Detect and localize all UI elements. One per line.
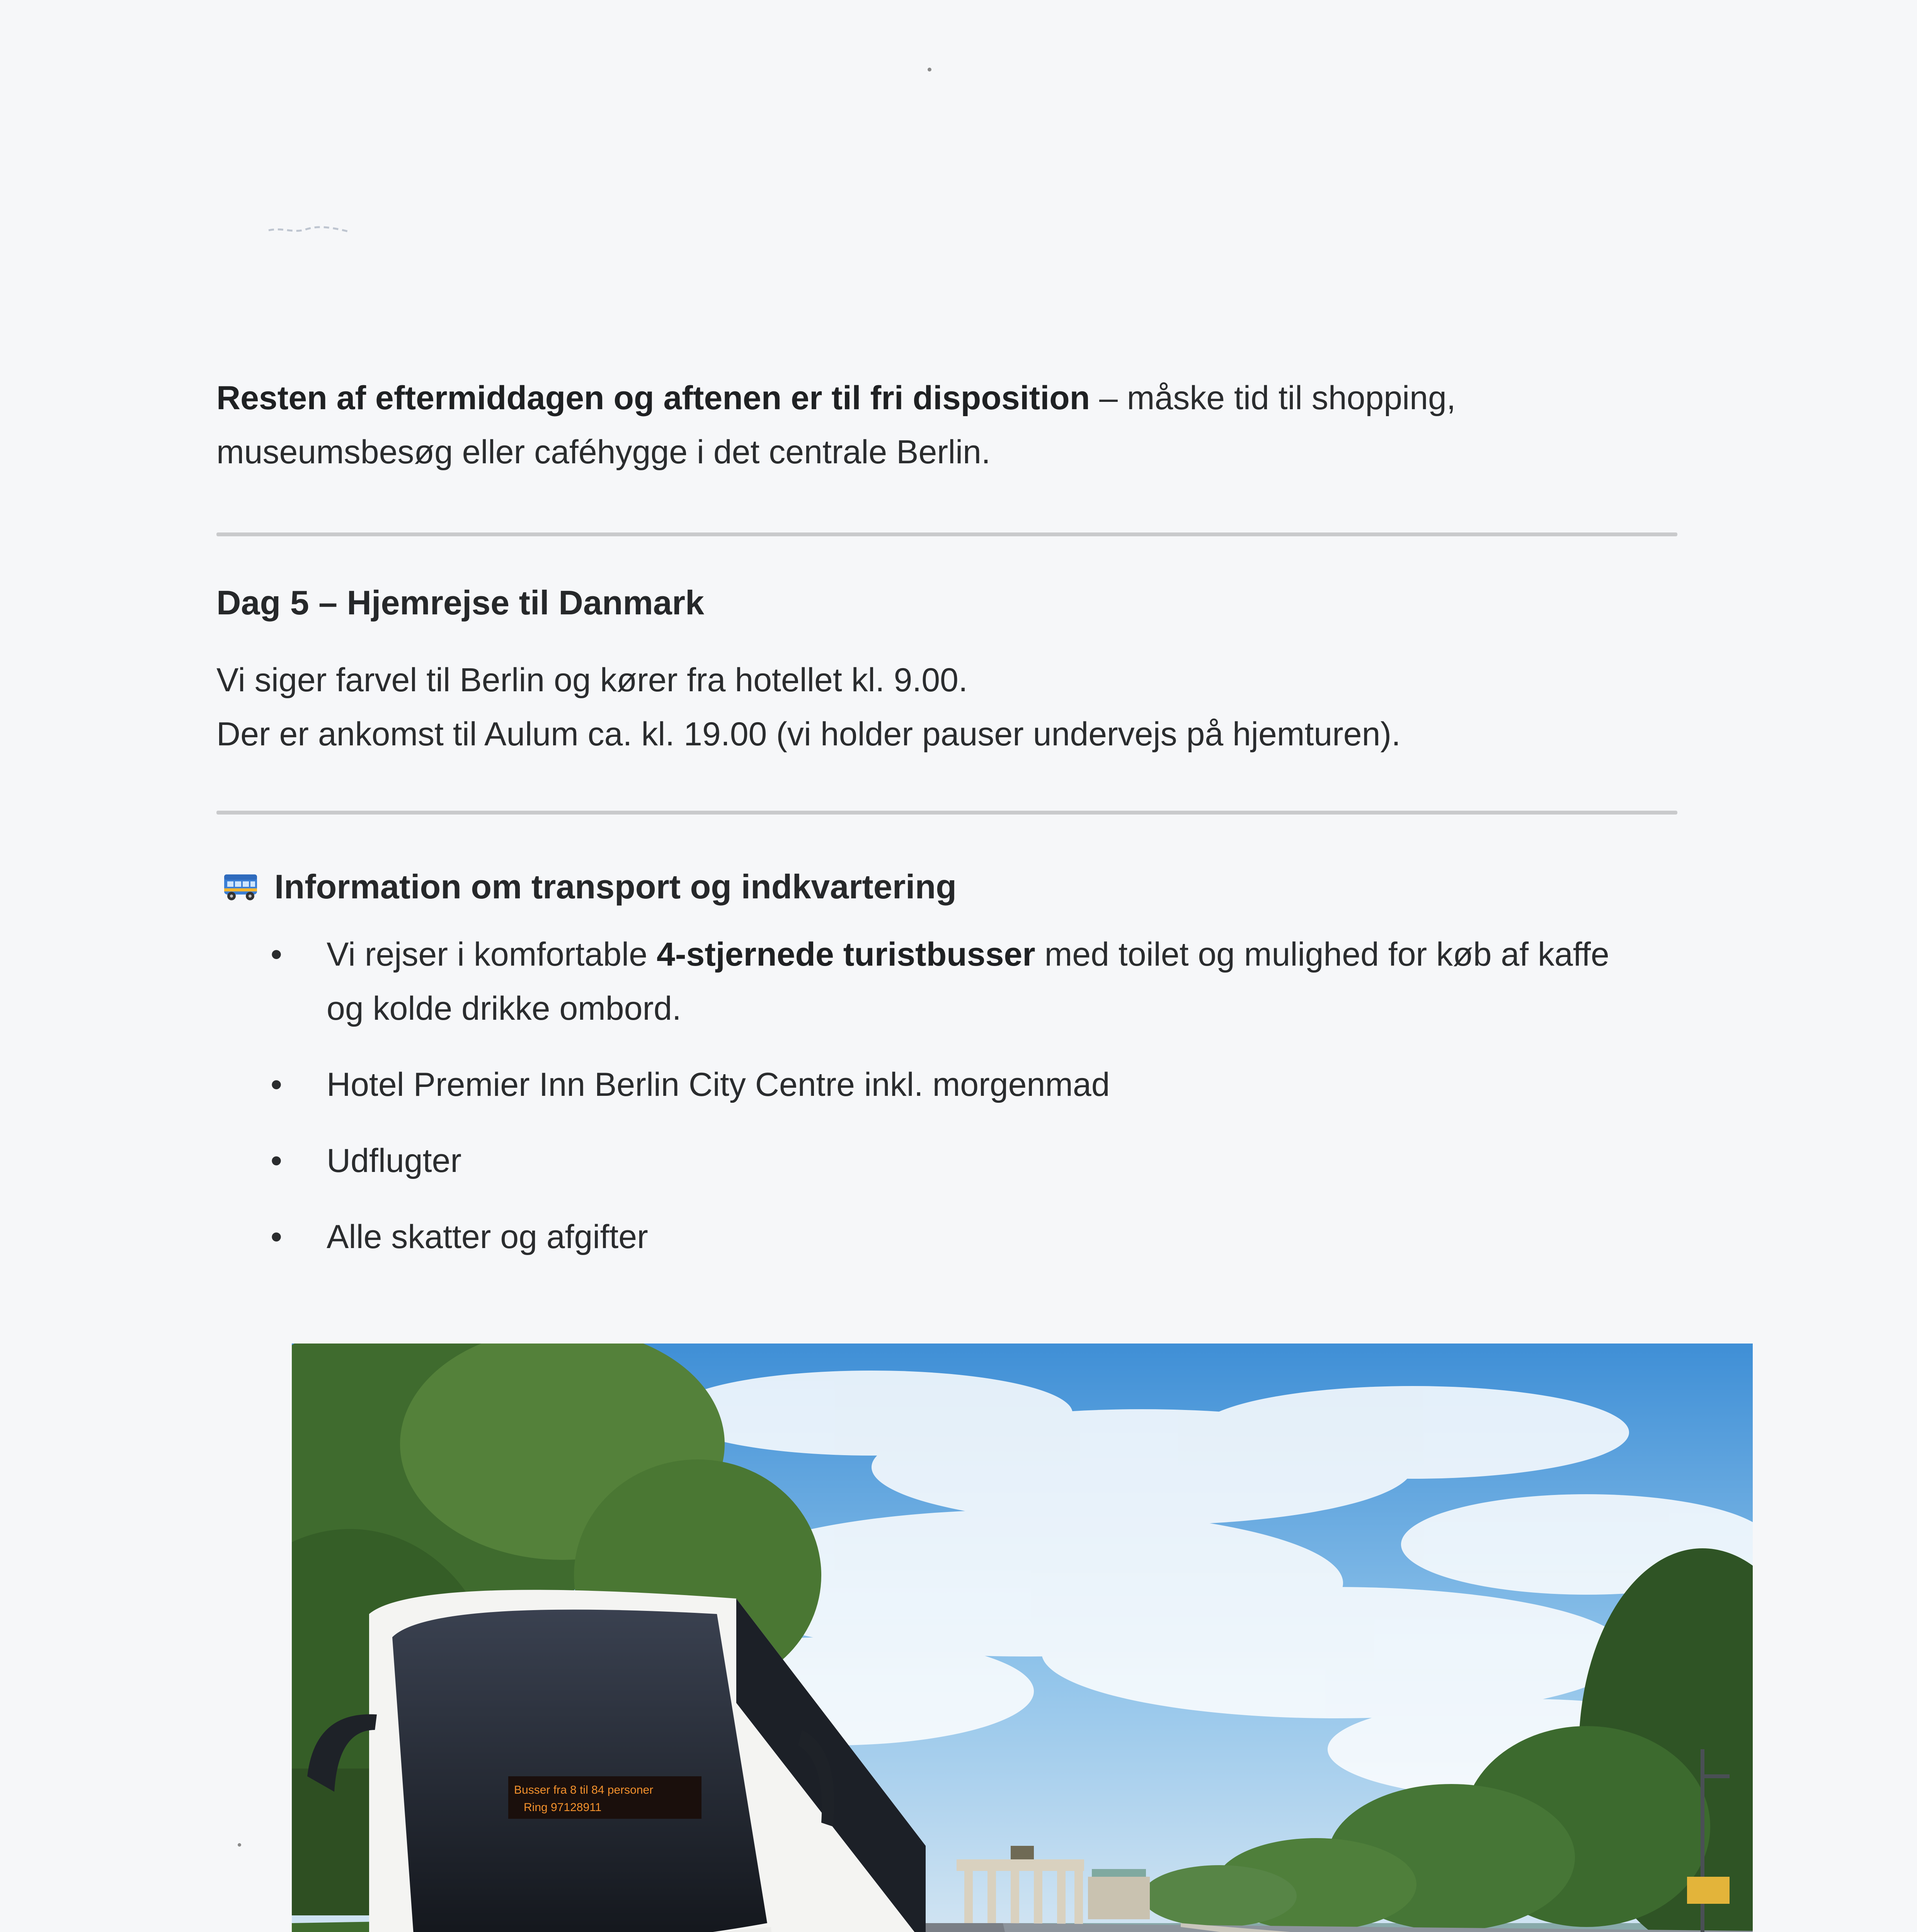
free-time-bold-lead: Resten af eftermiddagen og aftenen er til fri disposition <box>216 379 1090 417</box>
bullet: • <box>271 936 283 973</box>
scan-smudge <box>267 223 352 239</box>
bus-display-line-2: Ring 97128911 <box>524 1801 602 1814</box>
free-time-line-1 <box>216 371 1701 425</box>
list-item-text: Udflugter <box>327 1142 461 1179</box>
street-sign <box>1687 1877 1730 1904</box>
list-item-text: med toilet og mulighed for køb af kaffe <box>1035 936 1609 973</box>
bus-display-line-1: Busser fra 8 til 84 personer <box>514 1784 654 1796</box>
day5-line-1: Vi siger farvel til Berlin og kører fra hotellet kl. 9.00. <box>216 662 968 699</box>
info-heading <box>222 864 957 910</box>
list-item <box>271 1134 1701 1188</box>
list-item-line-2: og kolde drikke ombord. <box>327 990 681 1027</box>
list-item-text: Alle skatter og afgifter <box>327 1218 648 1255</box>
free-time-rest: – måske tid til shopping, <box>1090 379 1456 417</box>
day5-heading: Dag 5 – Hjemrejse til Danmark <box>216 583 704 622</box>
day5-paragraph <box>216 653 1701 761</box>
list-item-line-1 <box>327 927 1701 981</box>
list-item-text: Hotel Premier Inn Berlin City Centre inkl. morgenmad <box>327 1066 1110 1103</box>
info-list <box>271 927 1701 1286</box>
bus-photo <box>292 1344 1753 1932</box>
bullet: • <box>271 1066 283 1103</box>
list-item <box>271 927 1701 1036</box>
day5-line-2: Der er ankomst til Aulum ca. kl. 19.00 (vi holder pauser undervejs på hjemturen). <box>216 716 1401 753</box>
list-item <box>271 1058 1701 1112</box>
divider <box>216 532 1677 536</box>
info-heading-text: Information om transport og indkvartering <box>274 867 957 906</box>
divider <box>216 811 1677 815</box>
bullet: • <box>271 1218 283 1255</box>
list-item <box>271 1210 1701 1264</box>
list-item-bold: 4-stjernede turistbusser <box>656 936 1035 973</box>
scan-speck <box>238 1843 241 1847</box>
list-item-text: Vi rejser i komfortable <box>327 936 657 973</box>
bus-icon <box>222 871 259 902</box>
free-time-paragraph <box>216 371 1701 479</box>
scan-speck <box>928 68 931 71</box>
bus-photo-illustration <box>292 1344 1753 1932</box>
free-time-line-2: museumsbesøg eller caféhygge i det centrale Berlin. <box>216 434 991 471</box>
bullet: • <box>271 1142 283 1179</box>
